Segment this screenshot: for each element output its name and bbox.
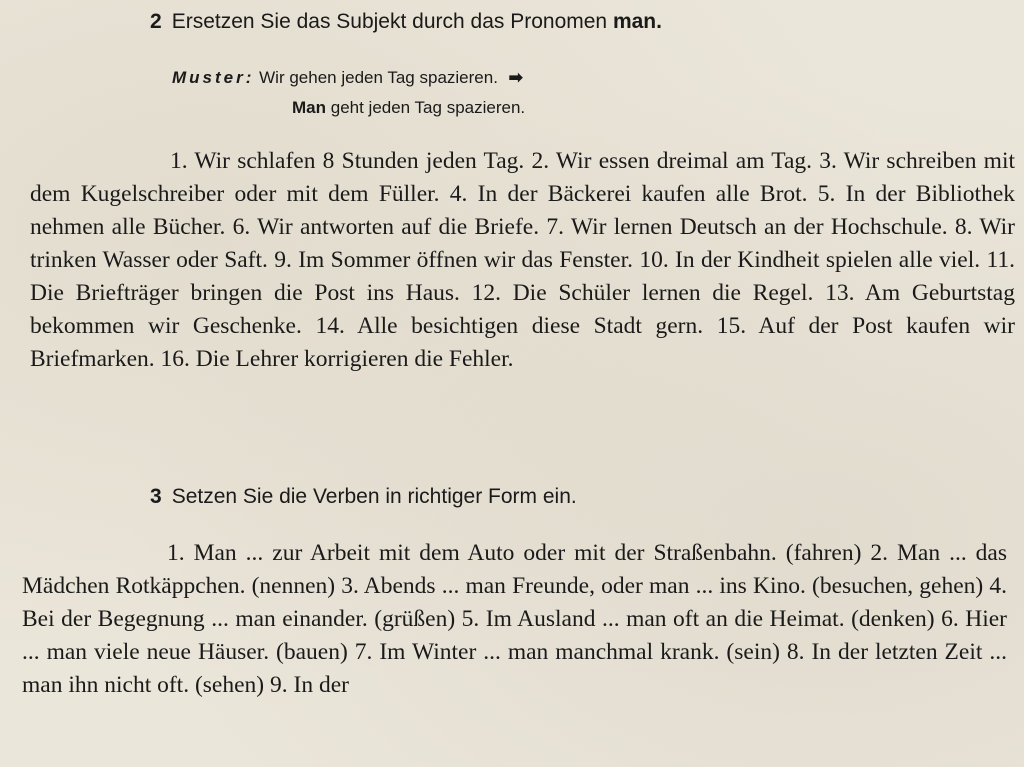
example-label: Muster:: [172, 68, 255, 87]
exercise-2-title-keyword: man.: [612, 10, 662, 33]
example-sentence: Wir gehen jeden Tag spazieren.: [259, 68, 498, 87]
example-result: [292, 98, 525, 118]
example-line: [172, 68, 523, 88]
example-result-keyword: Man: [292, 98, 326, 117]
exercise-3-heading: [150, 485, 577, 509]
exercise-3-text: 1. Man ... zur Arbeit mit dem Auto oder mit der Straßenbahn. (fahren) 2. Man ... das Mädchen Rotkäppchen. (nennen) 3. Abends ... man Freunde, oder man ... ins Kino. (besuchen, gehen) 4. Bei der Begegnung ... man einander. (grüßen) 5. Im Ausland ... man oft an die Heimat. (denken) 6. Hier ... man viele neue Häuser. (bauen) 7. Im Winter ... man manchmal krank. (sein) 8. In der letzten Zeit ... man ihn nicht oft. (sehen) 9. In der: [22, 540, 1007, 698]
exercise-2-title: [172, 10, 662, 33]
example-result-text: geht jeden Tag spazieren.: [330, 98, 526, 117]
exercise-2-title-text: Ersetzen Sie das Subjekt durch das Pronomen: [171, 10, 608, 33]
exercise-2-number: 2: [150, 10, 162, 33]
exercise-2-heading: [150, 10, 662, 34]
exercise-3-title: Setzen Sie die Verben in richtiger Form ein.: [171, 485, 577, 508]
exercise-3-number: 3: [150, 485, 162, 508]
exercise-2-text: 1. Wir schlafen 8 Stunden jeden Tag. 2. Wir essen dreimal am Tag. 3. Wir schreiben mit dem Kugelschreiber oder mit dem Füller. 4. In der Bäckerei kaufen alle Brot. 5. In der Bibliothek nehmen alle Bücher. 6. Wir antworten auf die Briefe. 7. Wir lernen Deutsch an der Hochschule. 8. Wir trinken Wasser oder Saft. 9. Im Sommer öffnen wir das Fenster. 10. In der Kindheit spielen alle viel. 11. Die Briefträger bringen die Post ins Haus. 12. Die Schüler lernen die Regel. 13. Am Geburtstag bekommen wir Geschenke. 14. Alle besichtigen diese Stadt gern. 15. Auf der Post kaufen wir Briefmarken. 16. Die Lehrer korrigieren die Fehler.: [30, 148, 1015, 372]
arrow-right-icon: ➡: [508, 68, 523, 87]
